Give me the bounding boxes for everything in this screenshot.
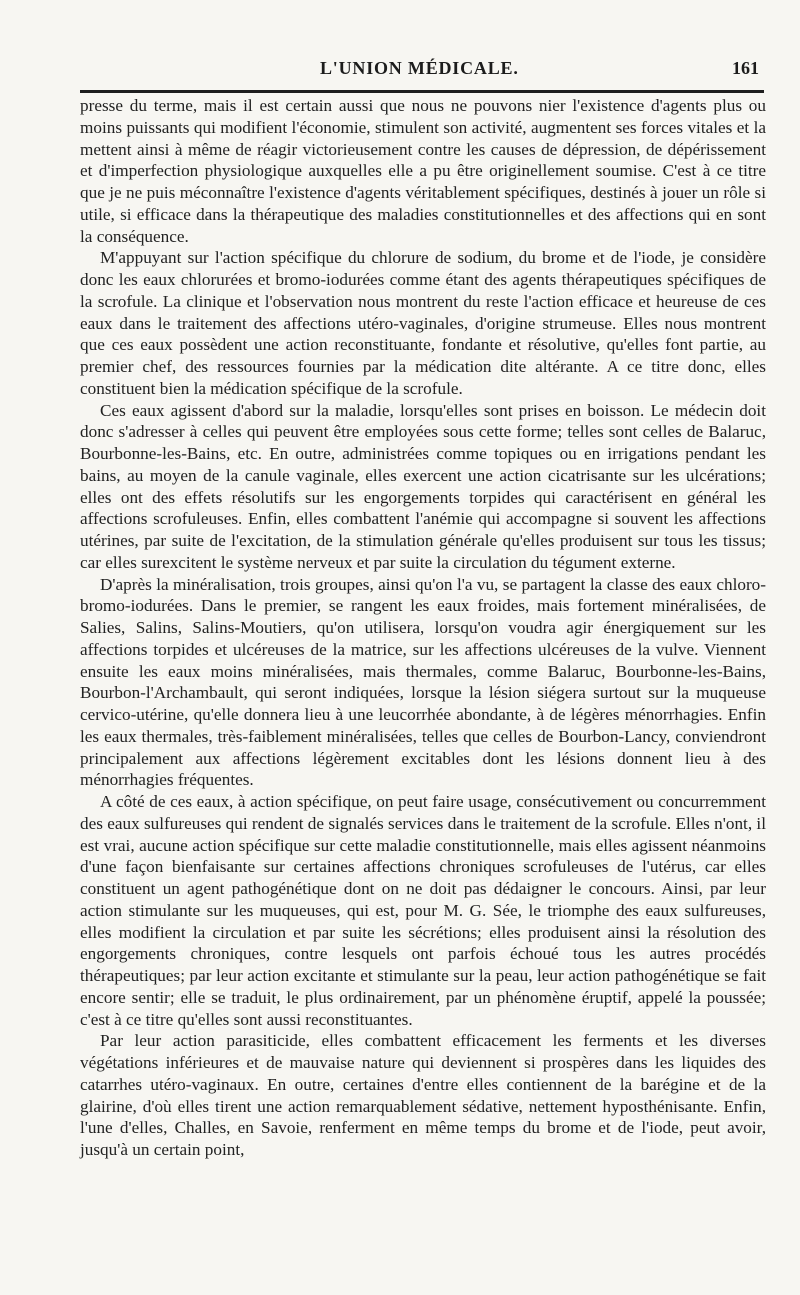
article-body [80, 95, 766, 1161]
header-rule [80, 90, 764, 93]
page-header [80, 48, 765, 88]
page-number: 161 [732, 58, 759, 78]
paragraph-4: D'après la minéralisation, trois groupes, ainsi qu'on l'a vu, se partagent la classe des eaux chloro-bromo-iodurées. Dans le premier, se rangent les eaux froides, mais fortement minéralisées, de Salies, Salins, Salins-Moutiers, qu'on utilisera, lorsqu'on voudra agir énergiquement sur les affections torpides et ulcéreuses de la matrice, sur les affections ulcéreuses de la vulve. Viennent ensuite les eaux moins minéralisées, mais thermales, comme Balaruc, Bourbonne-les-Bains, Bourbon-l'Archambault, qui seront indiquées, lorsque la lésion siégera surtout sur la muqueuse cervico-utérine, qu'elle donnera lieu à une leucorrhée abondante, à de légères ménorrhagies. Enfin les eaux thermales, très-faiblement minéralisées, telles que celles de Bourbon-Lancy, conviendront principalement aux affections légèrement excitables dont les lésions donnent lieu à des ménorrhagies fréquentes. [80, 574, 766, 790]
paragraph-6: Par leur action parasiticide, elles combattent efficacement les ferments et les diverses végétations inférieures et de mauvaise nature qui deviennent si prospères dans les liquides des catarrhes utéro-vaginaux. En outre, certaines d'entre elles contiennent de la barégine et de la glairine, d'où elles tirent une action remarquablement sédative, nettement hyposthénisante. Enfin, l'une d'elles, Challes, en Savoie, renferment en même temps du brome et de l'iode, peut avoir, jusqu'à un certain point, [80, 1031, 766, 1159]
paragraph-2: M'appuyant sur l'action spécifique du chlorure de sodium, du brome et de l'iode, je considère donc les eaux chlorurées et bromo-iodurées comme étant des agents thérapeutiques spécifiques de la scrofule. La clinique et l'observation nous montrent du reste l'action efficace et heureuse de ces eaux dans le traitement des affections utéro-vaginales, d'origine strumeuse. Elles nous montrent que ces eaux possèdent une action reconstituante, fondante et résolutive, qu'elles font partie, au premier chef, des ressources fournies par la médication dite altérante. A ce titre donc, elles constituent bien la médication spécifique de la scrofule. [80, 248, 766, 398]
paragraph-3: Ces eaux agissent d'abord sur la maladie, lorsqu'elles sont prises en boisson. Le médecin doit donc s'adresser à celles qui peuvent être employées sous cette forme; telles sont celles de Balaruc, Bourbonne-les-Bains, etc. En outre, administrées comme topiques ou en irrigations pendant les bains, au moyen de la canule vaginale, elles exercent une action cicatrisante sur les ulcérations; elles ont des effets résolutifs sur les engorgements torpides qui caractérisent en général les affections scrofuleuses. Enfin, elles combattent l'anémie qui accompagne si souvent les affections utérines, par suite de l'excitation, de la stimulation générale qu'elles produisent sur tous les tissus; car elles surexcitent le système nerveux et par suite la circulation du tégument externe. [80, 400, 766, 572]
paragraph-5: A côté de ces eaux, à action spécifique, on peut faire usage, consécutivement ou concurremment des eaux sulfureuses qui rendent de signalés services dans le traitement de la scrofule. Elles n'ont, il est vrai, aucune action spécifique sur cette maladie constitutionnelle, mais elles agissent néanmoins d'une façon bienfaisante sur certaines affections chroniques scrofuleuses de l'utérus, car elles constituent un agent pathogénétique dont on ne doit pas dédaigner le concours. Ainsi, par leur action stimulante sur les muqueuses, qui est, pour M. G. Sée, le triomphe des eaux sulfureuses, elles modifient la circulation et par suite les sécrétions; elles produisent ainsi la résolution des engorgements chroniques, contre lesquels ont parfois échoué tous les autres procédés thérapeutiques; par leur action excitante et stimulante sur la peau, leur action pathogénétique se fait encore sentir; elle se traduit, le plus ordinairement, par un phénomène éruptif, appelé la poussée; c'est à ce titre qu'elles sont aussi reconstituantes. [80, 792, 766, 1029]
paragraph-1: presse du terme, mais il est certain aussi que nous ne pouvons nier l'existence d'agents plus ou moins puissants qui modifient l'économie, stimulent son activité, augmentent ses forces vitales et la mettent ainsi à même de réagir victorieusement contre les causes de dépression, de dépérissement et d'imperfection physiologique auxquelles elle a pu être originellement soumise. C'est à ce titre que je ne puis méconnaître l'existence d'agents véritablement spécifiques, destinés à jouer un rôle si utile, si efficace dans la thérapeutique des maladies constitutionnelles et des affections qui en sont la conséquence. [80, 96, 766, 246]
running-title: L'UNION MÉDICALE. [320, 58, 519, 78]
